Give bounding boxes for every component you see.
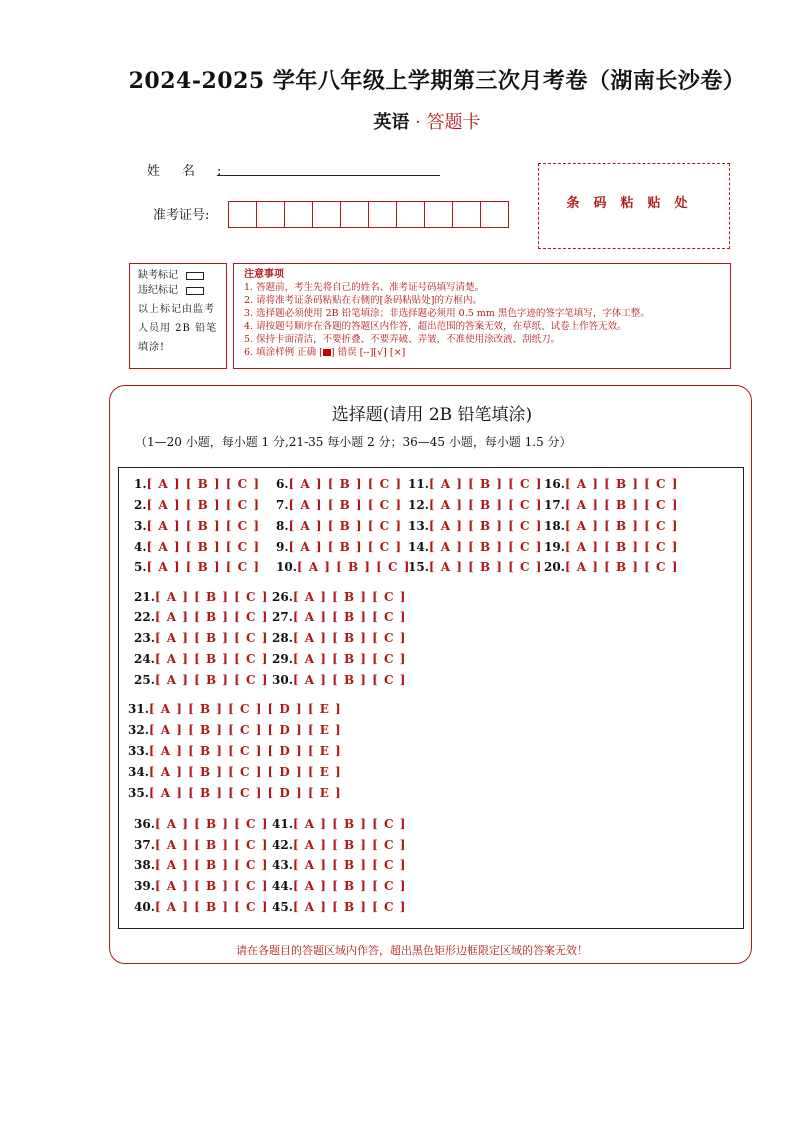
question-item[interactable]: [272, 838, 406, 852]
question-options[interactable]: [ A ] [ B ] [ C ]: [154, 858, 269, 872]
section-title: 选择题(请用 2B 铅笔填涂): [331, 405, 533, 425]
question-item[interactable]: [134, 631, 268, 645]
question-item[interactable]: [272, 879, 406, 893]
question-options[interactable]: [ A ] [ B ] [ C ]: [154, 631, 269, 645]
question-item[interactable]: [544, 498, 678, 512]
question-number: 39.: [134, 879, 155, 893]
absent-checkbox[interactable]: [186, 272, 204, 280]
question-number: 2.: [134, 498, 147, 512]
question-options[interactable]: [ A ] [ B ] [ C ]: [154, 652, 269, 666]
question-item[interactable]: [276, 560, 410, 574]
question-number: 11.: [408, 477, 429, 491]
question-number: 27.: [272, 610, 293, 624]
question-options[interactable]: [ A ] [ B ] [ C ]: [154, 838, 269, 852]
question-number: 21.: [134, 590, 155, 604]
question-options[interactable]: [ A ] [ B ] [ C ]: [146, 519, 261, 533]
question-item[interactable]: [544, 519, 678, 533]
question-number: 35.: [128, 786, 149, 800]
note-item: 3. 选择题必须使用 2B 铅笔填涂；非选择题必须用 0.5 mm 黑色字迹的签字笔填写，字体工整。: [244, 308, 650, 319]
question-options[interactable]: [ A ] [ B ] [ C ]: [146, 560, 261, 574]
violation-checkbox[interactable]: [186, 287, 204, 295]
id-box[interactable]: [256, 201, 285, 228]
id-box[interactable]: [396, 201, 425, 228]
question-number: 34.: [128, 765, 149, 779]
question-item[interactable]: [272, 652, 406, 666]
sample-prefix: 6. 填涂样例 正确 [: [244, 347, 323, 358]
question-item[interactable]: [134, 673, 268, 687]
question-number: 1.: [134, 477, 147, 491]
id-number-boxes[interactable]: [229, 201, 509, 228]
question-item[interactable]: [408, 540, 542, 554]
question-item[interactable]: [408, 498, 542, 512]
question-number: 41.: [272, 817, 293, 831]
id-box[interactable]: [452, 201, 481, 228]
question-options[interactable]: [ A ] [ B ] [ C ]: [564, 519, 679, 533]
question-number: 4.: [134, 540, 147, 554]
name-label: 姓名:: [147, 164, 244, 179]
question-item[interactable]: [128, 786, 342, 800]
question-number: 3.: [134, 519, 147, 533]
question-item[interactable]: [272, 631, 406, 645]
question-item[interactable]: [134, 858, 268, 872]
question-item[interactable]: [134, 560, 260, 574]
question-options[interactable]: [ A ] [ B ] [ C ]: [154, 590, 269, 604]
question-item[interactable]: [276, 540, 402, 554]
question-number: 25.: [134, 673, 155, 687]
absent-label: 缺考标记: [138, 270, 178, 281]
subject: 英语: [373, 112, 410, 133]
question-item[interactable]: [134, 498, 260, 512]
question-options[interactable]: [ A ] [ B ] [ C ]: [292, 652, 407, 666]
question-number: 7.: [276, 498, 289, 512]
question-options[interactable]: [ A ] [ B ] [ C ]: [428, 519, 543, 533]
violation-mark: [138, 283, 218, 298]
question-options[interactable]: [ A ] [ B ] [ C ]: [292, 858, 407, 872]
notes-title: 注意事项: [244, 269, 284, 280]
question-options[interactable]: [ A ] [ B ] [ C ]: [564, 498, 679, 512]
question-number: 45.: [272, 900, 293, 914]
note-item: 2. 请将准考证条码粘贴在右侧的[条码粘贴处]的方框内。: [244, 295, 482, 306]
question-options[interactable]: [ A ] [ B ] [ C ] [ D ] [ E ]: [148, 786, 342, 800]
notes-box: [233, 263, 731, 369]
question-number: 33.: [128, 744, 149, 758]
question-number: 22.: [134, 610, 155, 624]
question-options[interactable]: [ A ] [ B ] [ C ]: [292, 590, 407, 604]
question-item[interactable]: [544, 540, 678, 554]
note-item: 1. 答题前，考生先将自己的姓名、准考证号码填写清楚。: [244, 282, 485, 293]
question-options[interactable]: [ A ] [ B ] [ C ]: [154, 879, 269, 893]
question-options[interactable]: [ A ] [ B ] [ C ]: [146, 498, 261, 512]
question-options[interactable]: [ A ] [ B ] [ C ]: [146, 477, 261, 491]
question-options[interactable]: [ A ] [ B ] [ C ] [ D ] [ E ]: [148, 765, 342, 779]
question-options[interactable]: [ A ] [ B ] [ C ]: [292, 838, 407, 852]
question-item[interactable]: [128, 765, 342, 779]
question-item[interactable]: [134, 817, 268, 831]
question-number: 37.: [134, 838, 155, 852]
question-number: 30.: [272, 673, 293, 687]
page-title: 2024-2025 学年八年级上学期第三次月考卷（湖南长沙卷）: [128, 68, 746, 94]
question-options[interactable]: [ A ] [ B ] [ C ]: [296, 560, 411, 574]
question-options[interactable]: [ A ] [ B ] [ C ]: [292, 817, 407, 831]
question-number: 28.: [272, 631, 293, 645]
question-number: 17.: [544, 498, 565, 512]
question-item[interactable]: [134, 838, 268, 852]
id-box[interactable]: [424, 201, 453, 228]
question-item[interactable]: [134, 477, 260, 491]
id-label: 准考证号:: [153, 208, 210, 223]
question-options[interactable]: [ A ] [ B ] [ C ] [ D ] [ E ]: [148, 723, 342, 737]
section-subtitle: （1—20 小题，每小题 1 分,21-35 每小题 2 分；36—45 小题，每小题 1.5 分）: [135, 435, 572, 449]
question-item[interactable]: [134, 610, 268, 624]
question-number: 38.: [134, 858, 155, 872]
question-item[interactable]: [134, 590, 268, 604]
question-item[interactable]: [128, 744, 342, 758]
question-item[interactable]: [408, 519, 542, 533]
question-number: 36.: [134, 817, 155, 831]
question-number: 16.: [544, 477, 565, 491]
id-box[interactable]: [228, 201, 257, 228]
note-item: 5. 保持卡面清洁，不要折叠、不要弄破、弄皱，不准使用涂改液、刮纸刀。: [244, 334, 561, 345]
question-item[interactable]: [276, 519, 402, 533]
question-number: 5.: [134, 560, 147, 574]
question-item[interactable]: [128, 702, 342, 716]
question-item[interactable]: [134, 540, 260, 554]
card-label: 答题卡: [426, 112, 481, 133]
question-options[interactable]: [ A ] [ B ] [ C ]: [292, 610, 407, 624]
question-options[interactable]: [ A ] [ B ] [ C ]: [146, 540, 261, 554]
question-options[interactable]: [ A ] [ B ] [ C ] [ D ] [ E ]: [148, 702, 342, 716]
question-number: 26.: [272, 590, 293, 604]
question-item[interactable]: [272, 590, 406, 604]
question-options[interactable]: [ A ] [ B ] [ C ]: [564, 477, 679, 491]
absent-mark: [138, 268, 218, 283]
mark-box: [129, 263, 227, 369]
question-options[interactable]: [ A ] [ B ] [ C ]: [292, 631, 407, 645]
question-number: 42.: [272, 838, 293, 852]
question-item[interactable]: [544, 560, 678, 574]
question-number: 44.: [272, 879, 293, 893]
question-options[interactable]: [ A ] [ B ] [ C ]: [292, 673, 407, 687]
question-item[interactable]: [272, 900, 406, 914]
question-options[interactable]: [ A ] [ B ] [ C ]: [154, 610, 269, 624]
question-item[interactable]: [272, 858, 406, 872]
question-number: 12.: [408, 498, 429, 512]
question-options[interactable]: [ A ] [ B ] [ C ]: [288, 540, 403, 554]
id-box[interactable]: [340, 201, 369, 228]
question-options[interactable]: [ A ] [ B ] [ C ]: [564, 560, 679, 574]
question-item[interactable]: [544, 477, 678, 491]
question-number: 24.: [134, 652, 155, 666]
question-number: 18.: [544, 519, 565, 533]
note-item: 4. 请按题号顺序在各题的答题区内作答，超出范围的答案无效，在草纸、试卷上作答无效。: [244, 321, 627, 332]
question-item[interactable]: [134, 652, 268, 666]
footer-warning: 请在各题目的答题区域内作答，超出黑色矩形边框限定区域的答案无效！: [236, 944, 588, 957]
id-box[interactable]: [368, 201, 397, 228]
question-item[interactable]: [272, 817, 406, 831]
question-options[interactable]: [ A ] [ B ] [ C ]: [288, 477, 403, 491]
question-number: 19.: [544, 540, 565, 554]
question-options[interactable]: [ A ] [ B ] [ C ]: [292, 879, 407, 893]
question-options[interactable]: [ A ] [ B ] [ C ]: [288, 498, 403, 512]
id-box[interactable]: [284, 201, 313, 228]
question-item[interactable]: [408, 477, 542, 491]
question-options[interactable]: [ A ] [ B ] [ C ]: [564, 540, 679, 554]
question-number: 40.: [134, 900, 155, 914]
question-options[interactable]: [ A ] [ B ] [ C ]: [428, 477, 543, 491]
barcode-area: 条码粘贴处: [538, 163, 730, 249]
question-number: 9.: [276, 540, 289, 554]
question-item[interactable]: [276, 477, 402, 491]
question-item[interactable]: [276, 498, 402, 512]
question-options[interactable]: [ A ] [ B ] [ C ]: [154, 817, 269, 831]
question-options[interactable]: [ A ] [ B ] [ C ]: [428, 560, 543, 574]
question-item[interactable]: [272, 610, 406, 624]
violation-label: 违纪标记: [138, 285, 178, 296]
note-sample: [244, 346, 720, 359]
question-number: 31.: [128, 702, 149, 716]
question-number: 29.: [272, 652, 293, 666]
question-number: 43.: [272, 858, 293, 872]
question-number: 14.: [408, 540, 429, 554]
subtitle: [0, 108, 794, 134]
question-item[interactable]: [272, 673, 406, 687]
question-options[interactable]: [ A ] [ B ] [ C ]: [288, 519, 403, 533]
question-number: 32.: [128, 723, 149, 737]
question-item[interactable]: [134, 519, 260, 533]
question-number: 23.: [134, 631, 155, 645]
question-options[interactable]: [ A ] [ B ] [ C ]: [428, 498, 543, 512]
question-options[interactable]: [ A ] [ B ] [ C ] [ D ] [ E ]: [148, 744, 342, 758]
sample-wrong: ] 错误 [--][√] [×]: [330, 347, 406, 358]
name-field[interactable]: [217, 175, 440, 176]
question-number: 20.: [544, 560, 565, 574]
question-number: 10.: [276, 560, 297, 574]
question-item[interactable]: [408, 560, 542, 574]
subtitle-dot: ·: [415, 112, 421, 133]
mark-note: 以上标记由监考人员用 2B 铅笔填涂!: [138, 304, 218, 353]
question-options[interactable]: [ A ] [ B ] [ C ]: [154, 673, 269, 687]
question-item[interactable]: [128, 723, 342, 737]
question-number: 8.: [276, 519, 289, 533]
filled-sample-icon: [323, 349, 331, 356]
question-number: 15.: [408, 560, 429, 574]
question-options[interactable]: [ A ] [ B ] [ C ]: [292, 900, 407, 914]
id-box[interactable]: [312, 201, 341, 228]
question-number: 13.: [408, 519, 429, 533]
question-number: 6.: [276, 477, 289, 491]
question-options[interactable]: [ A ] [ B ] [ C ]: [428, 540, 543, 554]
id-box[interactable]: [480, 201, 509, 228]
question-item[interactable]: [134, 879, 268, 893]
question-options[interactable]: [ A ] [ B ] [ C ]: [154, 900, 269, 914]
question-item[interactable]: [134, 900, 268, 914]
